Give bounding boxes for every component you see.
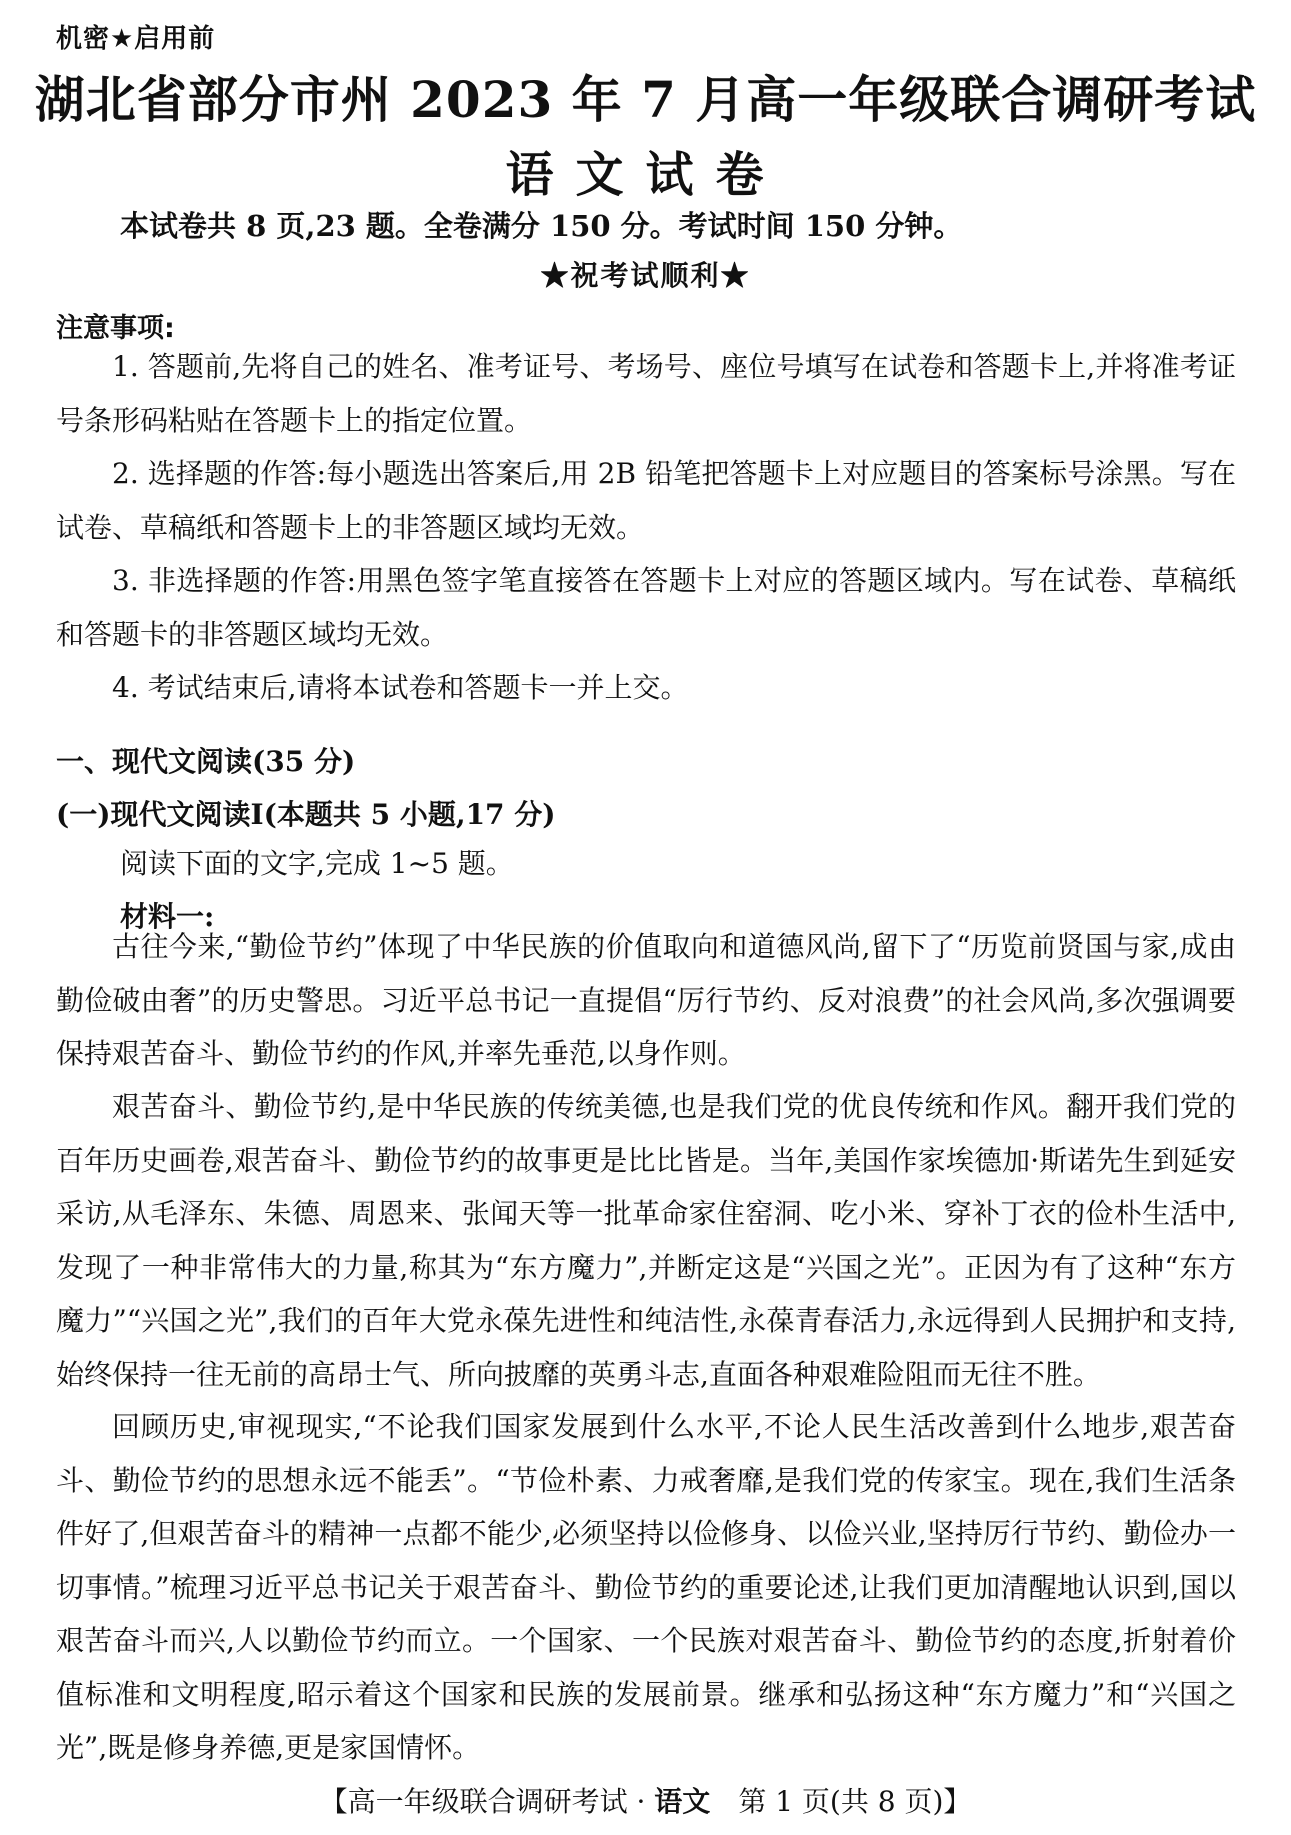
material-paragraph: 回顾历史,审视现实,“不论我们国家发展到什么水平,不论人民生活改善到什么地步,艰苦奋斗、勤俭节约的思想永远不能丢”。“节俭朴素、力戒奢靡,是我们党的传家宝。现在,我们生活条件好了,但艰苦奋斗的精神一点都不能少,必须坚持以俭修身、以俭兴业,坚持厉行节约、勤俭办一切事情。”梳理习近平总书记关于艰苦奋斗、勤俭节约的重要论述,让我们更加清醒地认识到,国以艰苦奋斗而兴,人以勤俭节约而立。一个国家、一个民族对艰苦奋斗、勤俭节约的态度,折射着价值标准和文明程度,昭示着这个国家和民族的发展前景。继承和弘扬这种“东方魔力”和“兴国之光”,既是修身养德,更是家国情怀。 (56, 1410, 1236, 1764)
footer-subject: 语文 (654, 1785, 711, 1818)
confidential-label: 机密★启用前 (56, 24, 216, 54)
note-item: 2. 选择题的作答:每小题选出答案后,用 2B 铅笔把答题卡上对应题目的答案标号涂黑。写在试卷、草稿纸和答题卡上的非答题区域均无效。 (56, 457, 1236, 544)
reading-instruction: 阅读下面的文字,完成 1~5 题。 (120, 847, 514, 880)
notes-heading: 注意事项: (56, 313, 175, 344)
material-paragraph: 古往今来,“勤俭节约”体现了中华民族的价值取向和道德风尚,留下了“历览前贤国与家,成由勤俭破由奢”的历史警思。习近平总书记一直提倡“厉行节约、反对浪费”的社会风尚,多次强调要保持艰苦奋斗、勤俭节约的作风,并率先垂范,以身作则。 (56, 930, 1236, 1070)
section-heading: 一、现代文阅读(35 分) (56, 745, 356, 778)
subject-title: 语文试卷 (505, 147, 786, 203)
page-footer (0, 1780, 1291, 1820)
note-item: 4. 考试结束后,请将本试卷和答题卡一并上交。 (112, 671, 689, 704)
note-item: 3. 非选择题的作答:用黑色签字笔直接答在答题卡上对应的答题区域内。写在试卷、草稿纸和答题卡的非答题区域均无效。 (56, 564, 1236, 651)
subsection-heading: (一)现代文阅读Ⅰ(本题共 5 小题,17 分) (56, 798, 556, 831)
good-luck-line: ★祝考试顺利★ (540, 259, 751, 292)
material-paragraph: 艰苦奋斗、勤俭节约,是中华民族的传统美德,也是我们党的优良传统和作风。翻开我们党的百年历史画卷,艰苦奋斗、勤俭节约的故事更是比比皆是。当年,美国作家埃德加·斯诺先生到延安采访,从毛泽东、朱德、周恩来、张闻天等一批革命家住窑洞、吃小米、穿补丁衣的俭朴生活中,发现了一种非常伟大的力量,称其为“东方魔力”,并断定这是“兴国之光”。正因为有了这种“东方魔力”“兴国之光”,我们的百年大党永葆先进性和纯洁性,永葆青春活力,永远得到人民拥护和支持,始终保持一往无前的高昂士气、所向披靡的英勇斗志,直面各种艰难险阻而无往不胜。 (56, 1090, 1236, 1391)
exam-title: 湖北省部分市州 2023 年 7 月高一年级联合调研考试 (34, 70, 1257, 129)
note-item: 1. 答题前,先将自己的姓名、准考证号、考场号、座位号填写在试卷和答题卡上,并将准考证号条形码粘贴在答题卡上的指定位置。 (56, 350, 1236, 437)
footer-page-number: 第 1 页(共 8 页)】 (710, 1785, 972, 1818)
exam-meta: 本试卷共 8 页,23 题。全卷满分 150 分。考试时间 150 分钟。 (120, 209, 963, 243)
footer-exam-name: 【高一年级联合调研考试 · (319, 1785, 655, 1818)
material-label: 材料一: (120, 900, 215, 933)
